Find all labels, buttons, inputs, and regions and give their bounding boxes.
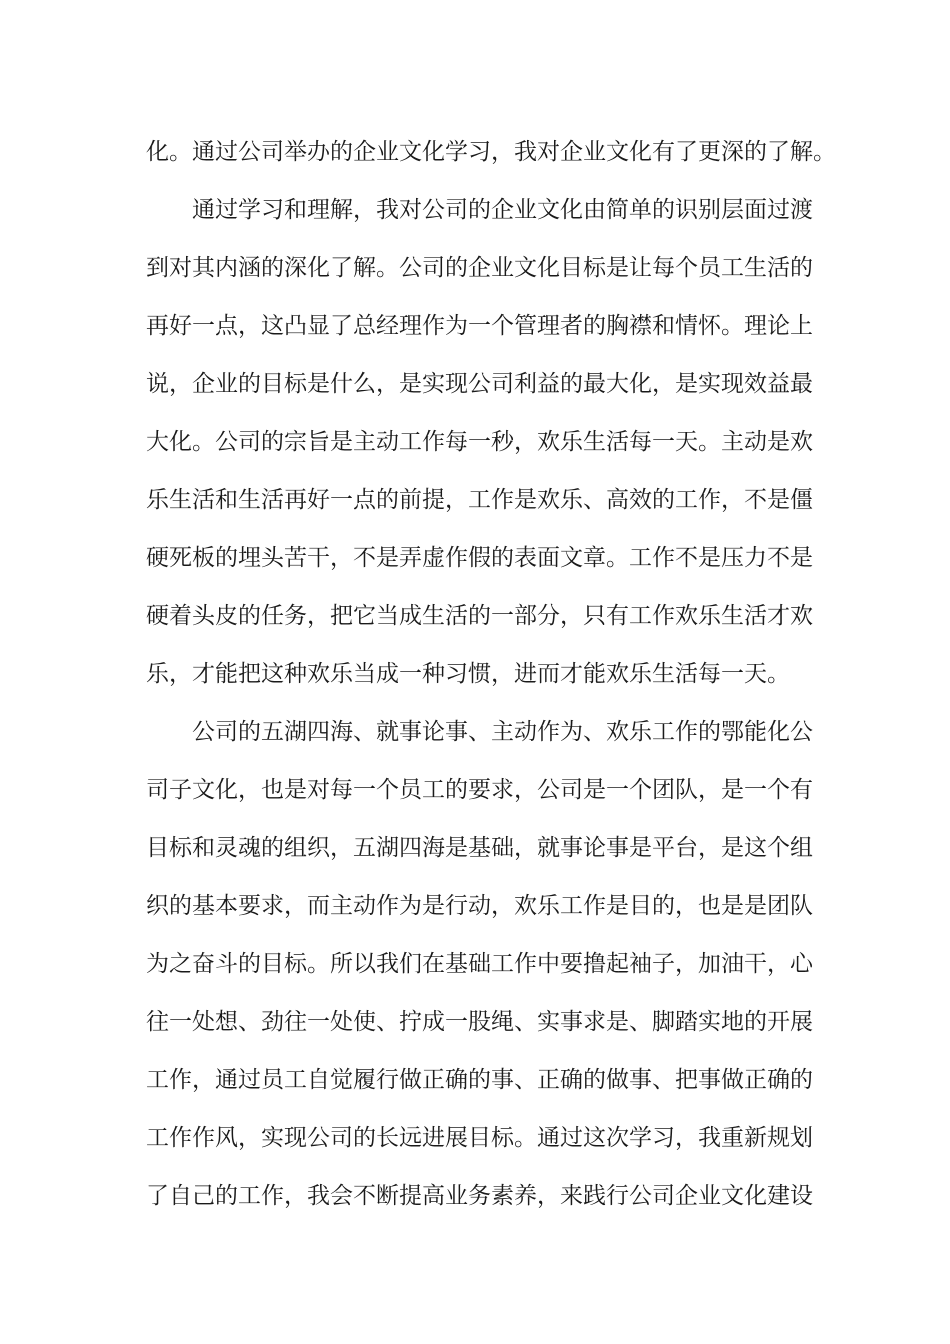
text-line: 到对其内涵的深化了解。公司的企业文化目标是让每个员工生活的: [146, 255, 813, 281]
paragraph-first-line: 通过学习和理解，我对公司的企业文化由简单的识别层面过渡: [192, 197, 813, 223]
text-line: 大化。公司的宗旨是主动工作每一秒，欢乐生活每一天。主动是欢: [146, 429, 813, 455]
text-line: 硬着头皮的任务，把它当成生活的一部分，只有工作欢乐生活才欢: [146, 603, 813, 629]
text-line: 硬死板的埋头苦干，不是弄虚作假的表面文章。工作不是压力不是: [146, 545, 813, 571]
text-line: 往一处想、劲往一处使、拧成一股绳、实事求是、脚踏实地的开展: [146, 1009, 813, 1035]
text-line: 说，企业的目标是什么，是实现公司利益的最大化，是实现效益最: [146, 371, 813, 397]
paragraph-first-line: 公司的五湖四海、就事论事、主动作为、欢乐工作的鄂能化公: [192, 719, 813, 745]
text-line: 织的基本要求，而主动作为是行动，欢乐工作是目的，也是是团队: [146, 893, 813, 919]
text-line: 化。通过公司举办的企业文化学习，我对企业文化有了更深的了解。: [146, 139, 836, 165]
text-line: 工作作风，实现公司的长远进展目标。通过这次学习，我重新规划: [146, 1125, 813, 1151]
text-line: 乐，才能把这种欢乐当成一种习惯，进而才能欢乐生活每一天。: [146, 661, 790, 687]
text-line: 司子文化，也是对每一个员工的要求，公司是一个团队，是一个有: [146, 777, 813, 803]
text-line: 了自己的工作，我会不断提高业务素养，来践行公司企业文化建设: [146, 1183, 813, 1209]
text-line: 为之奋斗的目标。所以我们在基础工作中要撸起袖子，加油干，心: [146, 951, 813, 977]
text-line: 工作，通过员工自觉履行做正确的事、正确的做事、把事做正确的: [146, 1067, 813, 1093]
text-line: 目标和灵魂的组织，五湖四海是基础，就事论事是平台，是这个组: [146, 835, 813, 861]
text-line: 再好一点，这凸显了总经理作为一个管理者的胸襟和情怀。理论上: [146, 313, 813, 339]
text-line: 乐生活和生活再好一点的前提，工作是欢乐、高效的工作，不是僵: [146, 487, 813, 513]
